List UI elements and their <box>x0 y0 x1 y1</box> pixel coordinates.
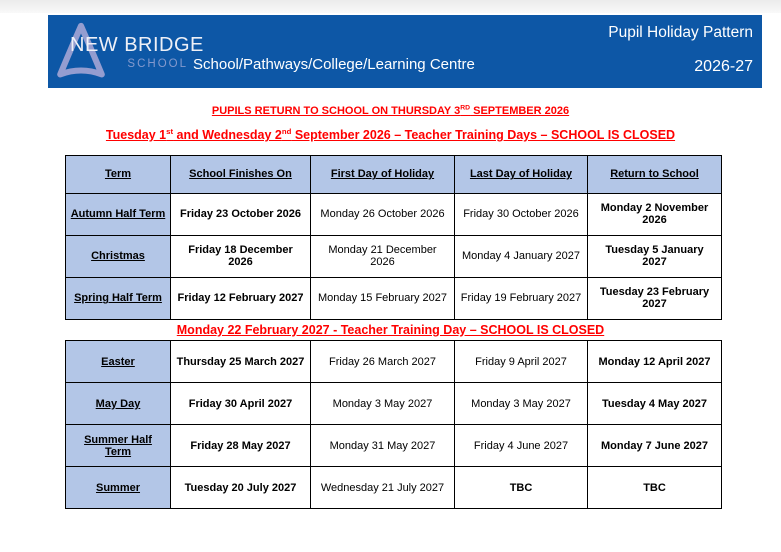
col-header-first-day-of-holiday: First Day of Holiday <box>311 155 455 193</box>
finishes-cell: Friday 12 February 2027 <box>171 277 311 319</box>
last-day-cell: Monday 4 January 2027 <box>455 235 588 277</box>
finishes-cell: Tuesday 20 July 2027 <box>171 467 311 509</box>
return-cell: Monday 2 November 2026 <box>588 193 722 235</box>
ordinal-superscript: nd <box>281 127 292 137</box>
last-day-cell: TBC <box>455 467 588 509</box>
last-day-cell: Friday 9 April 2027 <box>455 341 588 383</box>
term-cell: Christmas <box>66 235 171 277</box>
return-cell: Monday 12 April 2027 <box>588 341 722 383</box>
notice-text: Tuesday 1 <box>105 128 167 143</box>
col-header-last-day-of-holiday: Last Day of Holiday <box>455 155 588 193</box>
finishes-cell: Friday 18 December 2026 <box>171 235 311 277</box>
table-row-summer-half-term <box>66 425 722 467</box>
first-day-cell: Wednesday 21 July 2027 <box>311 467 455 509</box>
document-year: 2026-27 <box>694 58 753 75</box>
first-day-cell: Monday 21 December 2026 <box>311 235 455 277</box>
last-day-cell: Friday 4 June 2027 <box>455 425 588 467</box>
document-title: Pupil Holiday Pattern <box>608 24 753 41</box>
header-subtitle: School/Pathways/College/Learning Centre <box>193 56 475 73</box>
finishes-cell: Friday 28 May 2027 <box>171 425 311 467</box>
notice-text: Monday 22 February 2027 - Teacher Training Day – SCHOOL IS CLOSED <box>176 322 605 337</box>
return-cell: Tuesday 23 February 2027 <box>588 277 722 319</box>
notice-september-training-days <box>0 128 781 143</box>
ordinal-superscript: RD <box>460 104 471 111</box>
table-header-row <box>66 155 722 193</box>
holiday-table-autumn-spring <box>65 155 722 320</box>
term-cell: Autumn Half Term <box>66 193 171 235</box>
table-row-easter <box>66 341 722 383</box>
notice-text: SEPTEMBER 2026 <box>470 104 570 117</box>
table-row-autumn-half-term <box>66 193 722 235</box>
header-bar <box>48 15 762 88</box>
term-cell: Summer Half Term <box>66 425 171 467</box>
notice-february-training-day <box>0 323 781 337</box>
last-day-cell: Friday 19 February 2027 <box>455 277 588 319</box>
term-cell: Easter <box>66 341 171 383</box>
return-cell: Tuesday 5 January 2027 <box>588 235 722 277</box>
first-day-cell: Monday 31 May 2027 <box>311 425 455 467</box>
table-row-may-day <box>66 383 722 425</box>
header-title-block <box>608 15 762 88</box>
notice-text: September 2026 – Teacher Training Days – SCHOOL IS CLOSED <box>291 128 676 143</box>
notice-text: and Wednesday 2 <box>173 128 282 143</box>
school-logo <box>48 15 204 88</box>
holiday-table-easter-summer <box>65 340 722 509</box>
notice-text: PUPILS RETURN TO SCHOOL ON THURSDAY 3 <box>211 104 461 117</box>
finishes-cell: Friday 30 April 2027 <box>171 383 311 425</box>
logo-school-name: NEW BRIDGE <box>70 34 204 56</box>
first-day-cell: Monday 3 May 2027 <box>311 383 455 425</box>
col-header-term: Term <box>66 155 171 193</box>
term-cell: Summer <box>66 467 171 509</box>
notice-pupils-return <box>0 104 781 117</box>
first-day-cell: Friday 26 March 2027 <box>311 341 455 383</box>
term-cell: May Day <box>66 383 171 425</box>
last-day-cell: Monday 3 May 2027 <box>455 383 588 425</box>
term-cell: Spring Half Term <box>66 277 171 319</box>
page-top-edge <box>0 0 781 13</box>
finishes-cell: Friday 23 October 2026 <box>171 193 311 235</box>
first-day-cell: Monday 26 October 2026 <box>311 193 455 235</box>
first-day-cell: Monday 15 February 2027 <box>311 277 455 319</box>
return-cell: Tuesday 4 May 2027 <box>588 383 722 425</box>
logo-school-subname: SCHOOL <box>127 58 188 70</box>
finishes-cell: Thursday 25 March 2027 <box>171 341 311 383</box>
table-row-summer <box>66 467 722 509</box>
table-row-christmas <box>66 235 722 277</box>
ordinal-superscript: st <box>166 127 174 137</box>
col-header-return-to-school: Return to School <box>588 155 722 193</box>
return-cell: TBC <box>588 467 722 509</box>
last-day-cell: Friday 30 October 2026 <box>455 193 588 235</box>
table-row-spring-half-term <box>66 277 722 319</box>
col-header-school-finishes-on: School Finishes On <box>171 155 311 193</box>
logo-text <box>70 34 204 71</box>
return-cell: Monday 7 June 2027 <box>588 425 722 467</box>
